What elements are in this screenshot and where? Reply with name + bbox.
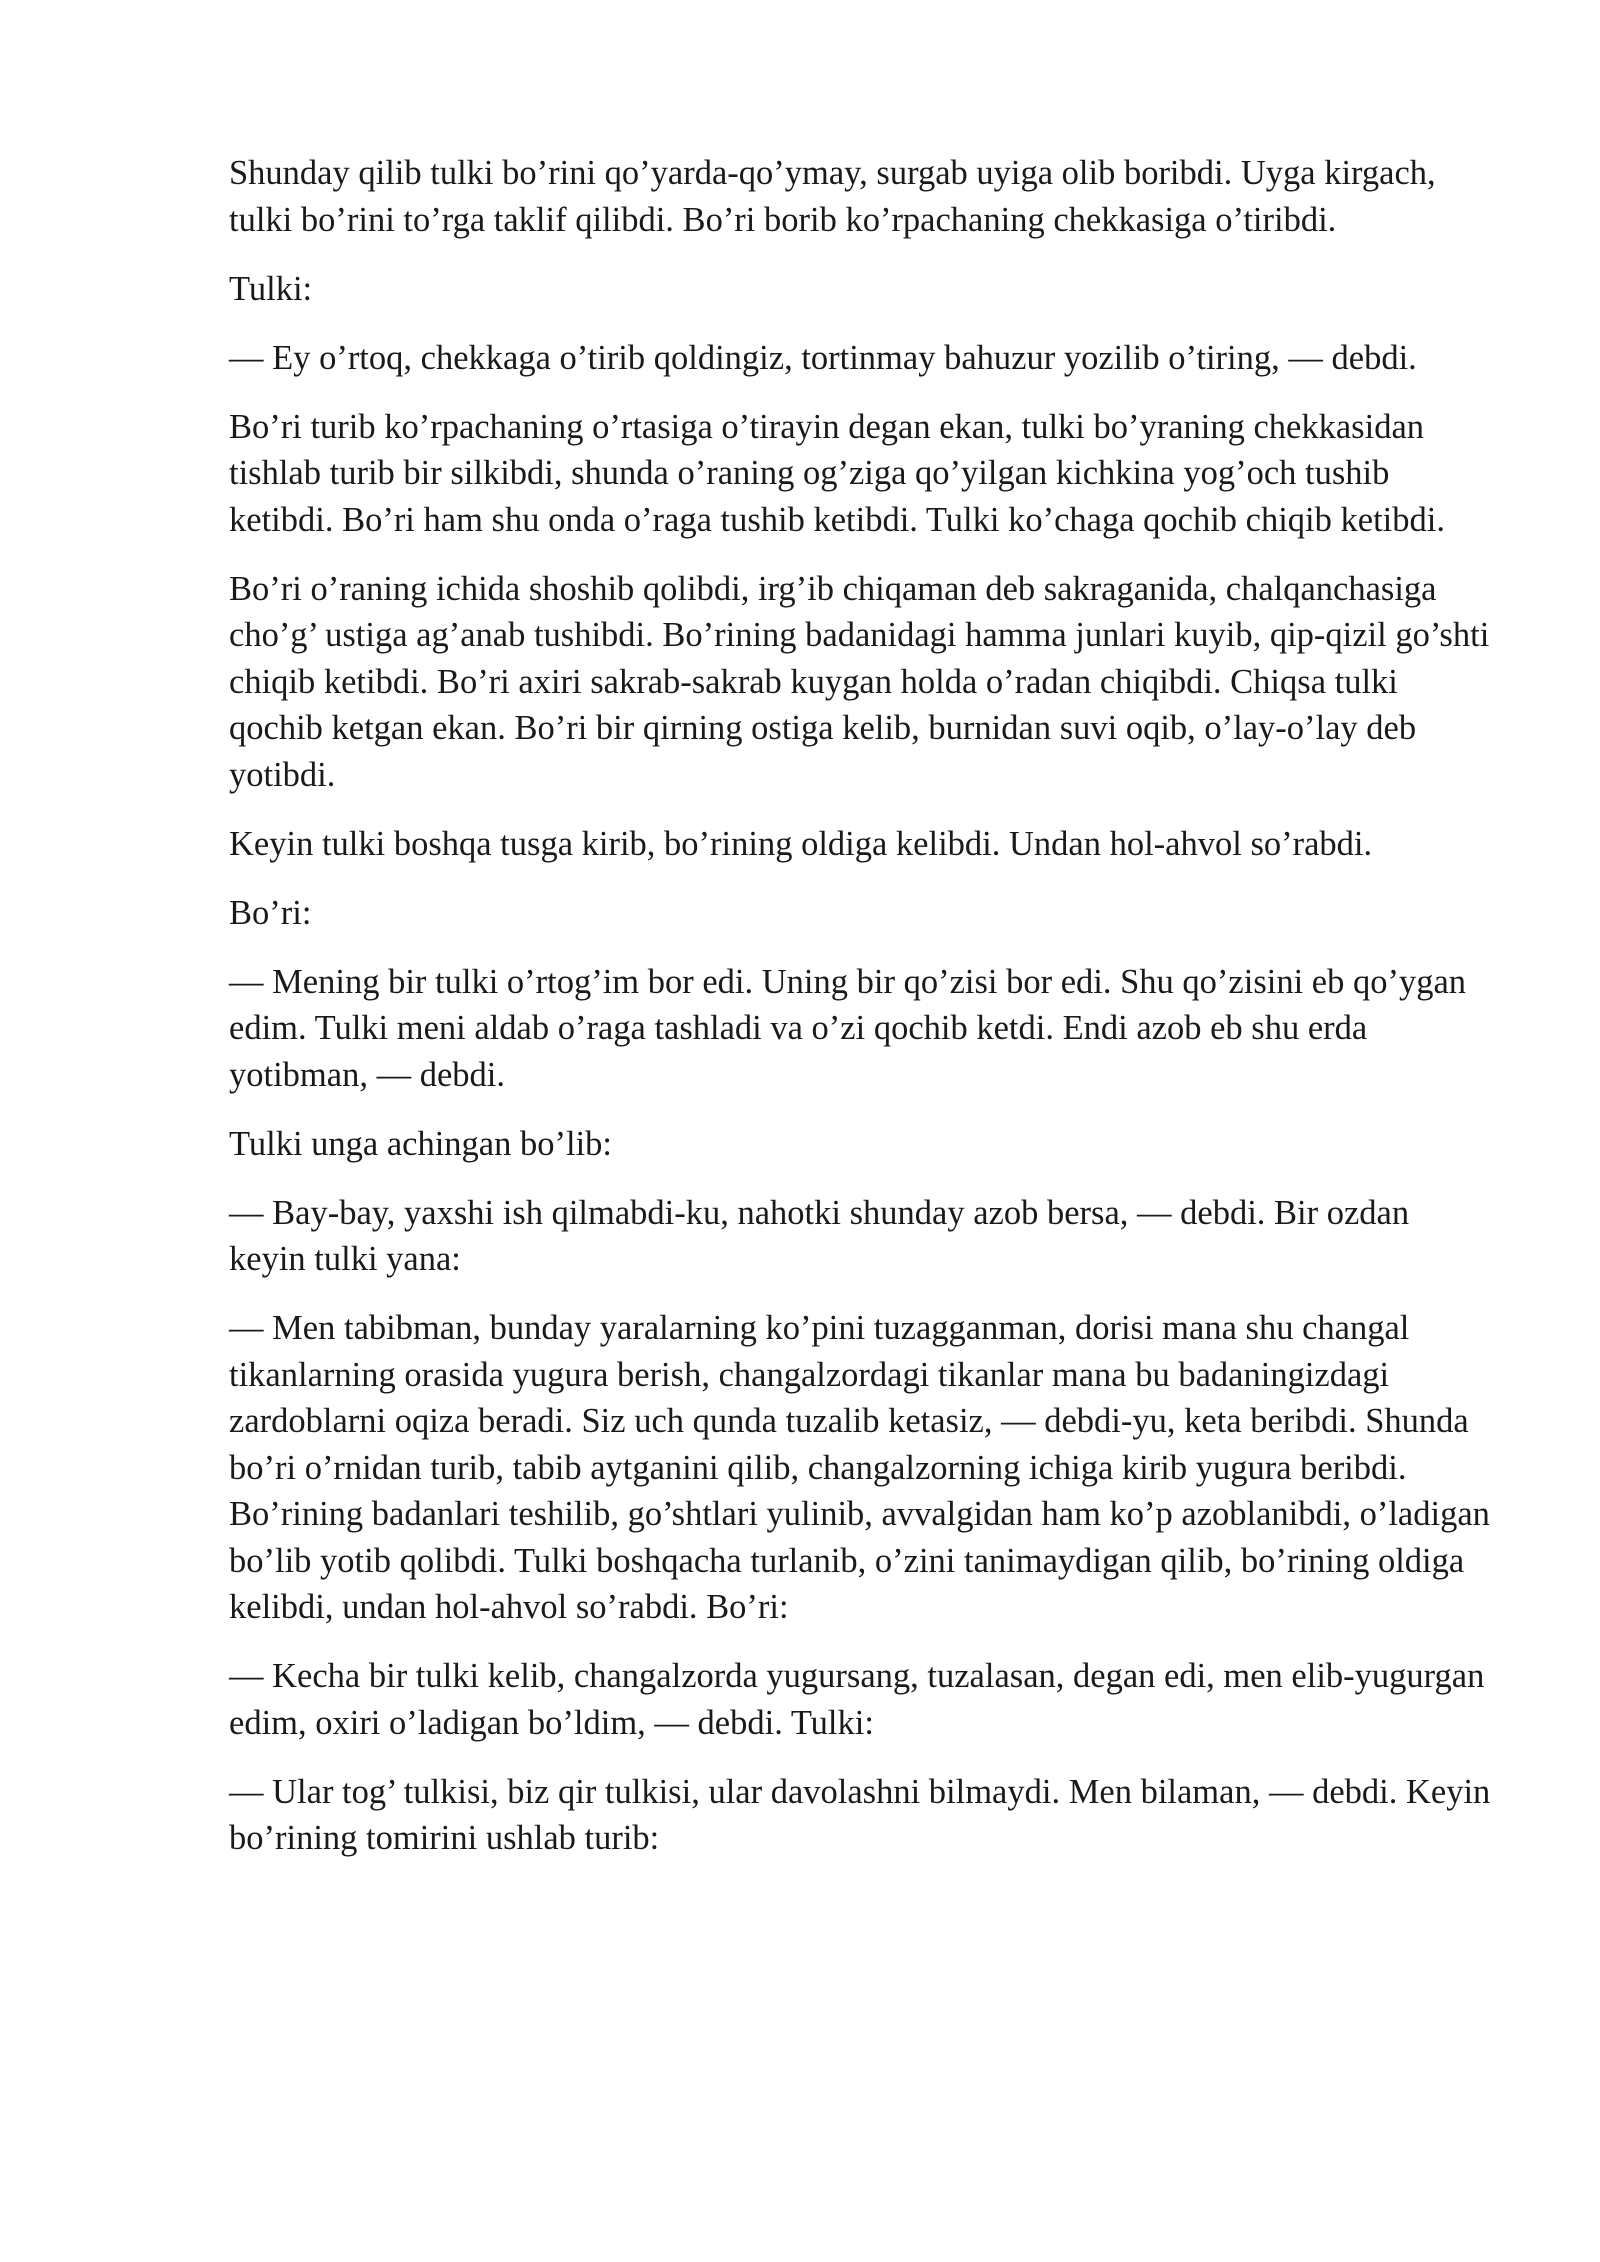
paragraph-5: Bo’ri o’raning ichida shoshib qolibdi, irg’ib chiqaman deb sakraganida, chalqanchasiga cho’g’ ustiga ag’anab tushibdi. Bo’rining badanidagi hamma junlari kuyib, qip-qizil go’shti chiqib ketibdi. Bo’ri axiri sakrab-sakrab kuygan holda o’radan chiqibdi. Chiqsa tulki qochib ketgan ekan. Bo’ri bir qirning ostiga kelib, burnidan suvi oqib, o’lay-o’lay deb yotibdi. — [229, 569, 1490, 794]
paragraph-11: — Men tabibman, bunday yaralarning ko’pini tuzagganman, dorisi mana shu changal tikanlarning orasida yugura berish, changalzordagi tikanlar mana bu badaningizdagi zardoblarni oqiza beradi. Siz uch qunda tuzalib ketasiz, — debdi-yu, keta beribdi. Shunda bo’ri o’rnidan turib, tabib aytganini qilib, changalzorning ichiga kirib yugura beribdi. Bo’rining badanlari teshilib, go’shtlari yulinib, avvalgidan ham ko’p azoblanibdi, o’ladigan bo’lib yotib qolibdi. Tulki boshqacha turlanib, o’zini tanimaydigan qilib, bo’rining oldiga kelibdi, undan hol-ahvol so’rabdi. Bo’ri: — [229, 1309, 1490, 1626]
paragraph-8: — Mening bir tulki o’rtog’im bor edi. Uning bir qo’zisi bor edi. Shu qo’zisini eb qo’ygan edim. Tulki meni aldab o’raga tashladi va o’zi qochib ketdi. Endi azob eb shu erda yotibman, — debdi. — [229, 962, 1467, 1094]
paragraph-10: — Bay-bay, yaxshi ish qilmabdi-ku, nahotki shunday azob bersa, — debdi. Bir ozdan keyin tulki yana: — [229, 1193, 1410, 1278]
story-text — [229, 150, 1491, 1884]
paragraph-1: Shunday qilib tulki bo’rini qo’yarda-qo’ymay, surgab uyiga olib boribdi. Uyga kirgach, tulki bo’rini to’rga taklif qilibdi. Bo’ri borib ko’rpachaning chekkasiga o’tiribdi. — [229, 154, 1436, 239]
paragraph-3: — Ey o’rtoq, chekkaga o’tirib qoldingiz, tortinmay bahuzur yozilib o’tiring, — debdi. — [229, 338, 1417, 377]
paragraph-9: Tulki unga achingan bo’lib: — [229, 1124, 612, 1163]
paragraph-2: Tulki: — [229, 269, 313, 308]
paragraph-13: — Ular tog’ tulkisi, biz qir tulkisi, ular davolashni bilmaydi. Men bilaman, — debdi. Keyin bo’rining tomirini ushlab turib: — [229, 1772, 1491, 1857]
paragraph-12: — Kecha bir tulki kelib, changalzorda yugursang, tuzalasan, degan edi, men elib-yugurgan edim, oxiri o’ladigan bo’ldim, — debdi. Tulki: — [229, 1657, 1485, 1742]
paragraph-7: Bo’ri: — [229, 893, 312, 932]
paragraph-4: Bo’ri turib ko’rpachaning o’rtasiga o’tirayin degan ekan, tulki bo’yraning chekkasidan tishlab turib bir silkibdi, shunda o’raning og’ziga qo’yilgan kichkina yog’och tushib ketibdi. Bo’ri ham shu onda o’raga tushib ketibdi. Tulki ko’chaga qochib chiqib ketibdi. — [229, 407, 1445, 539]
paragraph-6: Keyin tulki boshqa tusga kirib, bo’rining oldiga kelibdi. Undan hol-ahvol so’rabdi. — [229, 824, 1373, 863]
